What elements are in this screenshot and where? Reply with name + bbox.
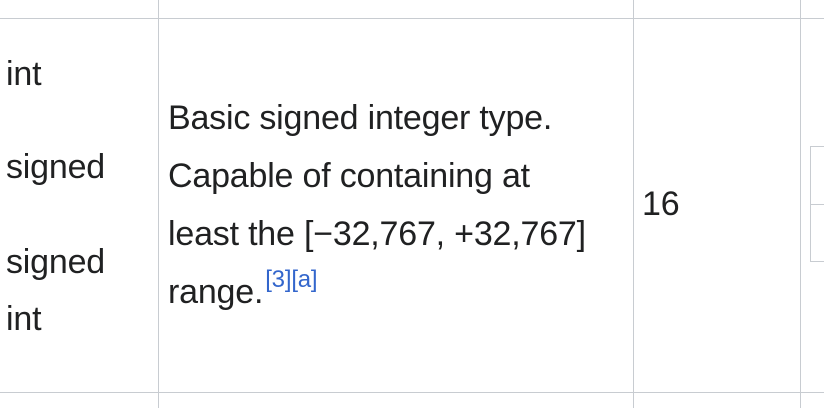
footnote-ref-3-link[interactable]: [3] xyxy=(265,265,292,293)
description-line-2: Capable of containing at xyxy=(168,157,530,195)
min-size-bits-value: 16 xyxy=(642,185,680,223)
type-name-int: int xyxy=(6,55,42,93)
type-name-signed-int-second: int xyxy=(6,300,42,338)
partial-box-divider xyxy=(811,204,824,205)
row-top-border xyxy=(0,18,824,19)
type-name-signed-int-first: signed xyxy=(6,243,105,281)
description-line-4 xyxy=(168,263,586,321)
description-line-4-text: range. xyxy=(168,273,264,311)
row-bottom-border xyxy=(0,392,824,393)
type-name-signed: signed xyxy=(6,148,105,186)
description-line-3: least the [−32,767, +32,767] xyxy=(168,215,586,253)
footnote-refs xyxy=(265,266,317,293)
description-line-1: Basic signed integer type. xyxy=(168,99,553,137)
footnote-ref-a-link[interactable]: [a] xyxy=(291,265,318,293)
next-column-partial-box xyxy=(810,146,824,262)
type-description xyxy=(168,89,586,321)
column-divider-description xyxy=(633,0,634,408)
column-divider-bits xyxy=(800,0,801,408)
column-divider-type xyxy=(158,0,159,408)
